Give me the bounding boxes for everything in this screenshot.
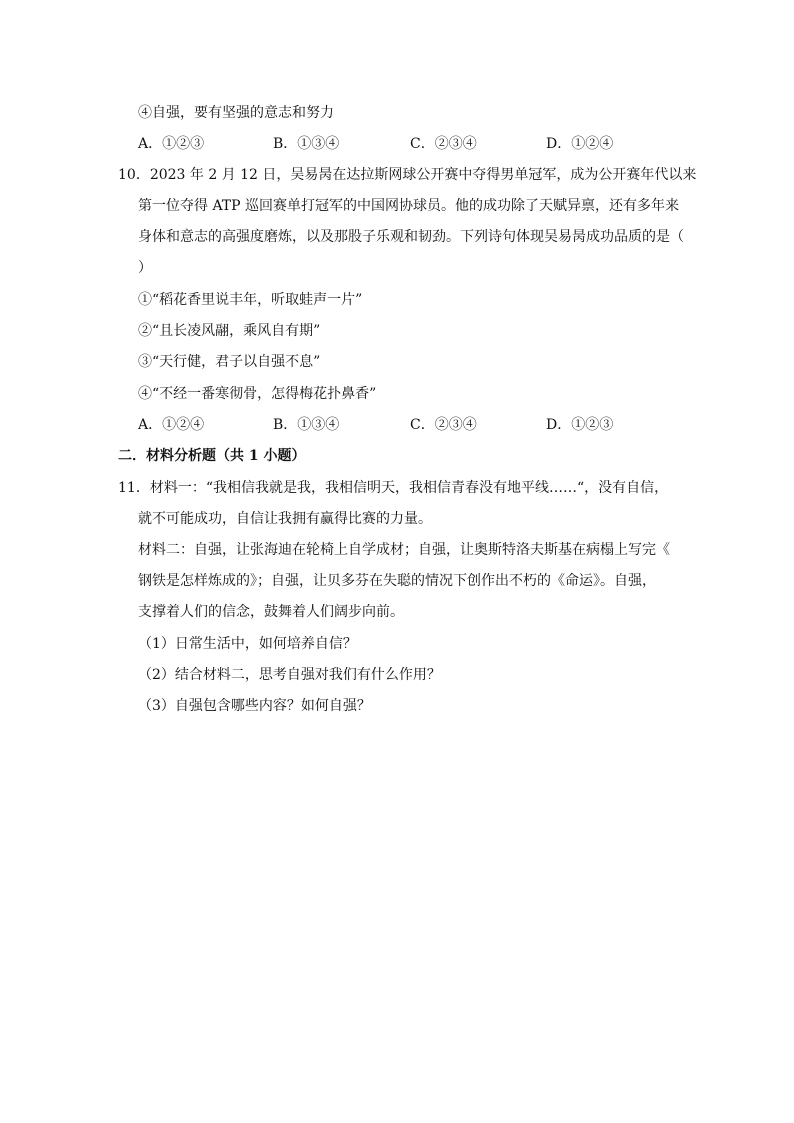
q11-material-1-line-2: 就不可能成功，自信让我拥有赢得比赛的力量。 — [138, 511, 432, 527]
q11-sub-question-2: （2）结合材料二，思考自强对我们有什么作用？ — [138, 667, 441, 683]
q9-option-a: A．①②③ — [138, 136, 205, 152]
q11-material-2-line-2: 钢铁是怎样炼成的》；自强，让贝多芬在失聪的情况下创作出不朽的《命运》。自强， — [138, 573, 656, 589]
q10-stem-line-1: 10．2023 年 2 月 12 日，吴易昺在达拉斯网球公开赛中夺得男单冠军，成为公开赛年代以来 — [118, 167, 697, 183]
q10-option-d: D．①②③ — [546, 417, 614, 433]
q10-stem-line-4: ） — [138, 260, 152, 276]
q11-material-1-line-1: 11．材料一：“我相信我就是我，我相信明天，我相信青春没有地平线……“，没有自信， — [118, 480, 669, 496]
q9-option-b: B．①③④ — [273, 136, 340, 152]
q10-item-1: ①“稻花香里说丰年，听取蛙声一片” — [138, 292, 363, 308]
q10-option-a: A．①②④ — [138, 417, 205, 433]
q9-option-d: D．①②④ — [546, 136, 614, 152]
q10-stem-line-2: 第一位夺得 ATP 巡回赛单打冠军的中国网协球员。他的成功除了天赋异禀，还有多年来 — [138, 198, 680, 214]
q10-item-4: ④“不经一番寒彻骨，怎得梅花扑鼻香” — [138, 386, 377, 402]
q10-item-3: ③“天行健，君子以自强不息” — [138, 354, 321, 370]
q11-material-2-line-1: 材料二：自强，让张海迪在轮椅上自学成材；自强，让奥斯特洛夫斯基在病榻上写完《 — [138, 542, 670, 558]
q11-sub-question-3: （3）自强包含哪些内容？如何自强？ — [138, 698, 371, 714]
q10-stem-line-3: 身体和意志的高强度磨炼，以及那股子乐观和韧劲。下列诗句体现吴易昺成功品质的是（ — [138, 229, 684, 245]
q10-option-b: B．①③④ — [273, 417, 340, 433]
q9-option-c: C．②③④ — [410, 136, 477, 152]
section-heading: 二．材料分析题（共 1 小题） — [118, 448, 306, 464]
q11-material-2-line-3: 支撑着人们的信念，鼓舞着人们阔步向前。 — [138, 604, 404, 620]
q11-sub-question-1: （1）日常生活中，如何培养自信？ — [138, 636, 357, 652]
q10-item-2: ②“且长凌风翮，乘风自有期” — [138, 323, 321, 339]
q10-option-c: C．②③④ — [410, 417, 477, 433]
q9-item-4: ④自强，要有坚强的意志和努力 — [138, 105, 334, 121]
